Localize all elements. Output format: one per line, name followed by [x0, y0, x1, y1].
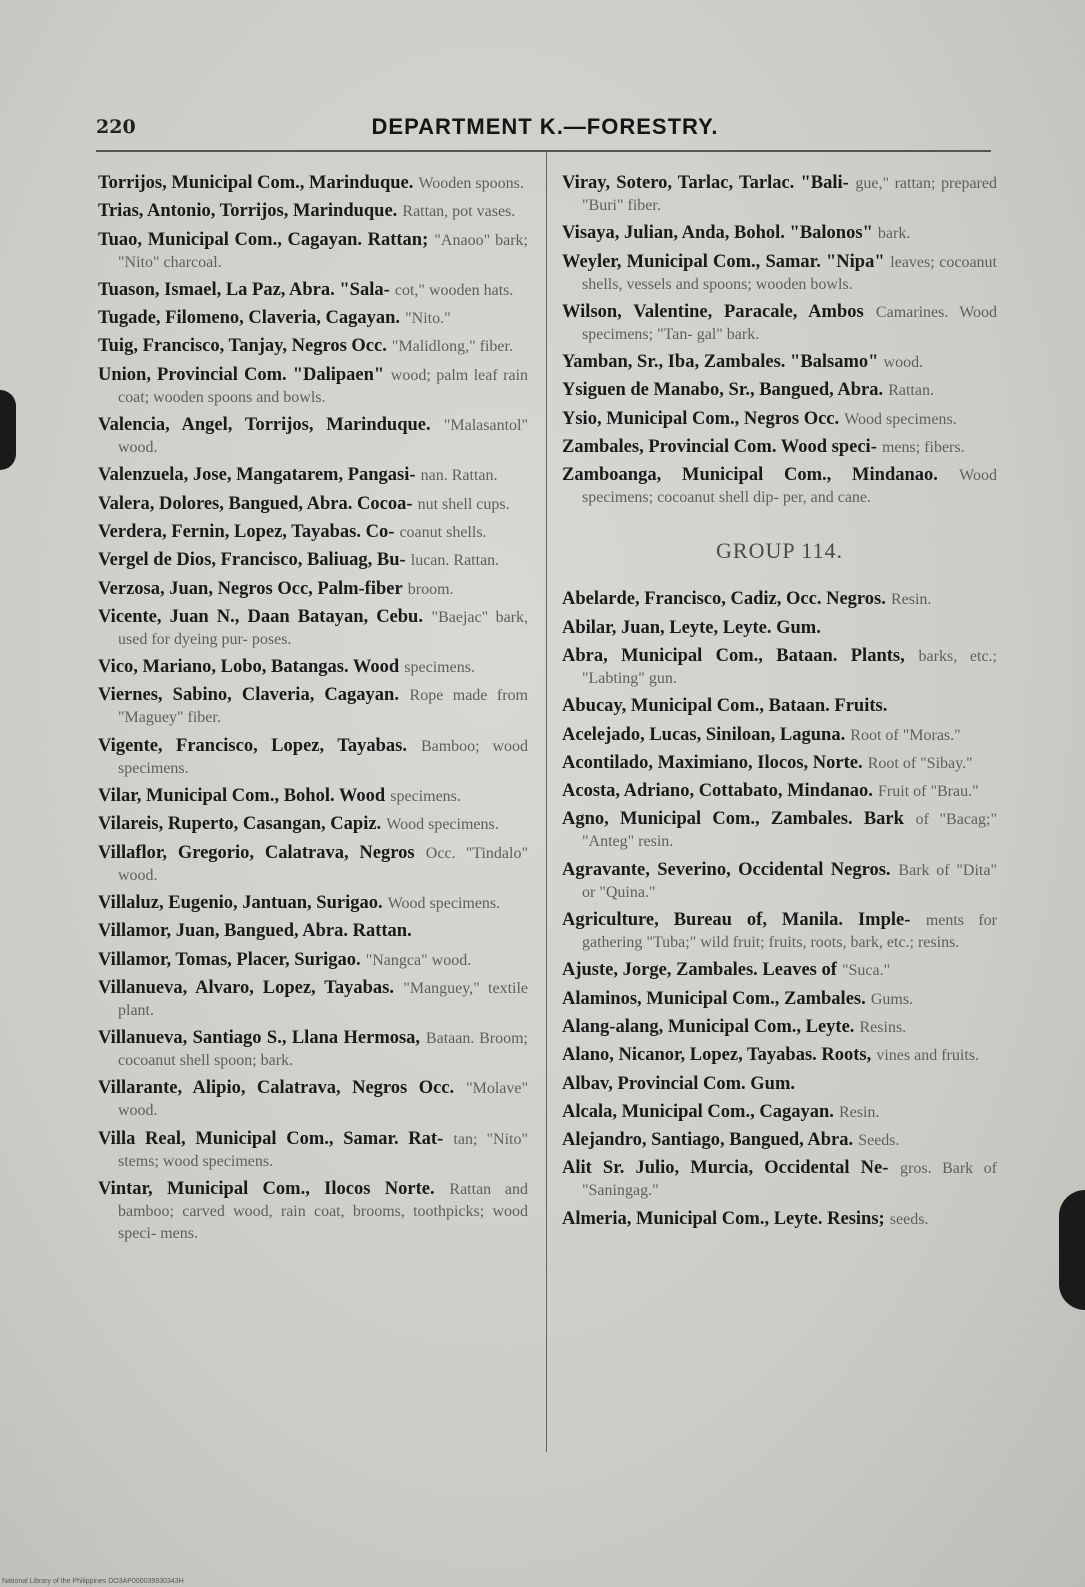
- list-entry: [98, 578, 528, 600]
- list-entry: [98, 493, 528, 515]
- entry-text: [562, 1016, 997, 1038]
- entry-name: Valencia, Angel, Torrijos, Marinduque.: [98, 415, 431, 436]
- list-entry: [562, 172, 997, 216]
- list-entry: [98, 785, 528, 807]
- list-entry: [98, 521, 528, 543]
- entry-name: Abelarde, Francisco, Cadiz, Occ. Negros.: [562, 589, 886, 610]
- entry-name: Alcala, Municipal Com., Cagayan.: [562, 1101, 834, 1122]
- entry-text: [98, 172, 528, 194]
- list-entry: [562, 724, 997, 746]
- entry-name: Vico, Mariano, Lobo, Batangas. Wood: [98, 657, 400, 678]
- entry-description: Resin.: [890, 591, 932, 609]
- entry-description: vines and fruits.: [876, 1047, 979, 1065]
- entry-text: [98, 1027, 528, 1071]
- entry-description: Resin.: [838, 1103, 880, 1121]
- entry-description: leaves; cocoanut shells, vessels and spoons; wooden bowls.: [582, 253, 998, 293]
- list-entry: [98, 813, 528, 835]
- entry-name: Villarante, Alipio, Calatrava, Negros Occ.: [98, 1078, 455, 1099]
- entry-text: [98, 1128, 528, 1172]
- list-entry: [562, 251, 997, 295]
- entry-name: Vilar, Municipal Com., Bohol. Wood: [98, 786, 386, 807]
- entry-description: wood.: [883, 354, 924, 372]
- entry-text: [562, 695, 997, 717]
- entry-description: Seeds.: [858, 1132, 900, 1150]
- entry-text: [98, 735, 528, 779]
- page-header: [96, 116, 994, 148]
- entry-name: Wilson, Valentine, Paracale, Ambos: [562, 301, 864, 322]
- entry-text: [98, 549, 528, 571]
- entry-text: [562, 617, 997, 639]
- entry-description: mens; fibers.: [881, 439, 965, 457]
- entry-text: [562, 1073, 997, 1095]
- list-entry: [98, 172, 528, 194]
- list-entry: [98, 279, 528, 301]
- entry-text: [98, 578, 528, 600]
- right-column-top-list: [562, 172, 997, 508]
- list-entry: [562, 909, 997, 953]
- entry-text: [562, 436, 997, 458]
- entry-description: nut shell cups.: [417, 495, 510, 513]
- entry-text: [98, 1178, 528, 1244]
- list-entry: [562, 408, 997, 430]
- list-entry: [562, 1073, 997, 1095]
- entry-name: Union, Provincial Com. "Dalipaen": [98, 364, 385, 385]
- list-entry: [562, 617, 997, 639]
- scan-edge-shadow: [0, 390, 16, 470]
- entry-description: Rattan and bamboo; carved wood, rain coat, brooms, toothpicks; wood speci- mens.: [118, 1181, 528, 1243]
- entry-text: [562, 464, 997, 508]
- entry-description: broom.: [407, 580, 454, 598]
- left-column: [98, 172, 528, 1250]
- list-entry: [562, 588, 997, 610]
- entry-text: [562, 1129, 997, 1151]
- entry-description: Occ. "Tindalo" wood.: [118, 844, 528, 884]
- entry-description: bark.: [877, 225, 911, 243]
- entry-description: ments for gathering "Tuba;" wild fruit; fruits, roots, bark, etc.; resins.: [582, 912, 998, 952]
- entry-description: Rope made from "Maguey" fiber.: [118, 687, 528, 727]
- entry-description: specimens.: [404, 659, 475, 677]
- list-entry: [562, 464, 997, 508]
- entry-description: Resins.: [859, 1018, 907, 1036]
- entry-name: Tuao, Municipal Com., Cagayan. Rattan;: [98, 229, 429, 250]
- entry-name: Zamboanga, Municipal Com., Mindanao.: [562, 465, 938, 486]
- entry-name: Agno, Municipal Com., Zambales. Bark: [562, 809, 904, 830]
- entry-description: Wooden spoons.: [418, 175, 524, 192]
- entry-text: [562, 988, 997, 1010]
- entry-text: [98, 656, 528, 678]
- entry-name: Villanueva, Santiago S., Llana Hermosa,: [98, 1028, 421, 1049]
- entry-description: gros. Bark of "Saningag.": [582, 1160, 997, 1200]
- entry-text: [98, 229, 528, 273]
- entry-name: Alit Sr. Julio, Murcia, Occidental Ne-: [562, 1158, 889, 1179]
- list-entry: [562, 780, 997, 802]
- entry-text: [98, 977, 528, 1021]
- list-entry: [562, 222, 997, 244]
- entry-text: [98, 414, 528, 458]
- header-rule: [96, 150, 991, 152]
- entry-description: "Malidlong," fiber.: [391, 338, 513, 356]
- entry-name: Vergel de Dios, Francisco, Baliuag, Bu-: [98, 550, 406, 571]
- list-entry: [562, 695, 997, 717]
- entry-text: [98, 279, 528, 301]
- list-entry: [98, 549, 528, 571]
- entry-description: specimens.: [390, 788, 461, 806]
- entry-description: Bataan. Broom; cocoanut shell spoon; bark.: [118, 1030, 528, 1070]
- entry-text: [562, 1208, 997, 1230]
- column-divider: [546, 152, 547, 1452]
- entry-name: Villaluz, Eugenio, Jantuan, Surigao.: [98, 892, 383, 913]
- entry-name: Acelejado, Lucas, Siniloan, Laguna.: [562, 724, 846, 745]
- entry-text: [98, 920, 528, 942]
- entry-text: [562, 1101, 997, 1123]
- list-entry: [562, 988, 997, 1010]
- entry-name: Alejandro, Santiago, Bangued, Abra.: [562, 1130, 854, 1151]
- entry-text: [98, 949, 528, 971]
- list-entry: [562, 1044, 997, 1066]
- entry-name: Acontilado, Maximiano, Ilocos, Norte.: [562, 752, 863, 773]
- entry-description: Gums.: [870, 990, 914, 1008]
- entry-name: Tuason, Ismael, La Paz, Abra. "Sala-: [98, 279, 390, 300]
- entry-name: Abilar, Juan, Leyte, Leyte. Gum.: [562, 617, 821, 638]
- entry-text: [98, 892, 528, 914]
- list-entry: [98, 892, 528, 914]
- page-number: 220: [96, 116, 136, 138]
- entry-name: Alano, Nicanor, Lopez, Tayabas. Roots,: [562, 1045, 872, 1066]
- entry-description: wood; palm leaf rain coat; wooden spoons and bowls.: [118, 366, 529, 406]
- entry-description: seeds.: [889, 1210, 929, 1228]
- entry-description: Wood specimens; cocoanut shell dip- per, and cane.: [582, 467, 997, 507]
- entry-description: cot," wooden hats.: [394, 281, 514, 299]
- entry-text: [98, 493, 528, 515]
- entry-name: Ajuste, Jorge, Zambales. Leaves of: [562, 960, 837, 981]
- entry-text: [562, 172, 997, 216]
- entry-description: "Baejac" bark, used for dyeing pur- poses.: [118, 608, 529, 648]
- list-entry: [562, 808, 997, 852]
- entry-text: [562, 959, 997, 981]
- list-entry: [98, 464, 528, 486]
- entry-name: Abra, Municipal Com., Bataan. Plants,: [562, 645, 905, 666]
- entry-description: Bamboo; wood specimens.: [118, 737, 528, 777]
- entry-description: Rattan.: [888, 382, 934, 400]
- entry-text: [98, 606, 528, 650]
- entry-name: Valera, Dolores, Bangued, Abra. Cocoa-: [98, 493, 413, 514]
- entry-name: Vintar, Municipal Com., Ilocos Norte.: [98, 1179, 435, 1200]
- list-entry: [98, 684, 528, 728]
- entry-name: Yamban, Sr., Iba, Zambales. "Balsamo": [562, 352, 879, 373]
- entry-name: Alang-alang, Municipal Com., Leyte.: [562, 1016, 855, 1037]
- list-entry: [562, 351, 997, 373]
- entry-description: of "Bacag;" "Anteg" resin.: [582, 811, 998, 851]
- entry-text: [562, 222, 997, 244]
- entry-name: Alaminos, Municipal Com., Zambales.: [562, 988, 866, 1009]
- list-entry: [98, 1128, 528, 1172]
- entry-description: "Molave" wood.: [118, 1080, 528, 1120]
- entry-name: Valenzuela, Jose, Mangatarem, Pangasi-: [98, 465, 416, 486]
- list-entry: [98, 656, 528, 678]
- entry-name: Acosta, Adriano, Cottabato, Mindanao.: [562, 781, 873, 802]
- list-entry: [98, 335, 528, 357]
- scan-edge-shadow: [1059, 1190, 1085, 1310]
- entry-text: [562, 301, 997, 345]
- entry-text: [562, 1157, 997, 1201]
- entry-name: Vigente, Francisco, Lopez, Tayabas.: [98, 735, 407, 756]
- entry-description: barks, etc.; "Labting" gun.: [582, 647, 997, 687]
- entry-text: [562, 909, 997, 953]
- list-entry: [98, 842, 528, 886]
- entry-text: [98, 521, 528, 543]
- entry-name: Agravante, Severino, Occidental Negros.: [562, 859, 891, 880]
- entry-name: Villamor, Juan, Bangued, Abra. Rattan.: [98, 921, 412, 942]
- list-entry: [98, 229, 528, 273]
- entry-name: Viernes, Sabino, Claveria, Cagayan.: [98, 685, 399, 706]
- entry-text: [98, 200, 528, 222]
- entry-text: [98, 785, 528, 807]
- entry-description: Rattan, pot vases.: [402, 203, 516, 221]
- entry-text: [562, 752, 997, 774]
- entry-text: [562, 588, 997, 610]
- entry-name: Villamor, Tomas, Placer, Surigao.: [98, 949, 361, 970]
- entry-description: Wood specimens.: [387, 894, 501, 912]
- entry-text: [98, 1077, 528, 1121]
- entry-description: "Suca.": [841, 962, 891, 980]
- list-entry: [562, 1157, 997, 1201]
- entry-name: Vilareis, Ruperto, Casangan, Capiz.: [98, 814, 382, 835]
- entry-text: [562, 859, 997, 903]
- entry-text: [98, 464, 528, 486]
- entry-text: [562, 645, 997, 689]
- list-entry: [562, 1208, 997, 1230]
- entry-description: nan. Rattan.: [420, 467, 498, 485]
- entry-description: Fruit of "Brau.": [878, 783, 979, 801]
- entry-description: "Manguey," textile plant.: [118, 979, 528, 1019]
- entry-name: Almeria, Municipal Com., Leyte. Resins;: [562, 1208, 885, 1229]
- list-entry: [562, 859, 997, 903]
- entry-text: [562, 251, 997, 295]
- entry-name: Verdera, Fernin, Lopez, Tayabas. Co-: [98, 521, 395, 542]
- page-title: DEPARTMENT K.—FORESTRY.: [371, 114, 719, 139]
- entry-name: Tugade, Filomeno, Claveria, Cagayan.: [98, 308, 401, 329]
- entry-description: gue," rattan; prepared "Buri" fiber.: [582, 175, 997, 214]
- entry-name: Abucay, Municipal Com., Bataan. Fruits.: [562, 696, 888, 717]
- entry-name: Villaflor, Gregorio, Calatrava, Negros: [98, 842, 415, 863]
- list-entry: [98, 364, 528, 408]
- entry-name: Visaya, Julian, Anda, Bohol. "Balonos": [562, 223, 873, 244]
- entry-name: Viray, Sotero, Tarlac, Tarlac. "Bali-: [562, 173, 849, 193]
- entry-text: [562, 379, 997, 401]
- entry-description: lucan. Rattan.: [410, 552, 500, 570]
- list-entry: [98, 1077, 528, 1121]
- list-entry: [562, 436, 997, 458]
- list-entry: [98, 414, 528, 458]
- list-entry: [98, 1178, 528, 1244]
- entry-name: Ysiguen de Manabo, Sr., Bangued, Abra.: [562, 380, 884, 401]
- entry-description: coanut shells.: [399, 523, 487, 541]
- list-entry: [562, 959, 997, 981]
- entry-text: [98, 364, 528, 408]
- entry-name: Villanueva, Alvaro, Lopez, Tayabas.: [98, 977, 394, 998]
- list-entry: [562, 1016, 997, 1038]
- entry-description: "Anaoo" bark; "Nito" charcoal.: [118, 231, 528, 271]
- entry-name: Tuig, Francisco, Tanjay, Negros Occ.: [98, 336, 387, 357]
- list-entry: [562, 752, 997, 774]
- entry-name: Zambales, Provincial Com. Wood speci-: [562, 437, 877, 458]
- right-column: [562, 172, 997, 1236]
- entry-description: tan; "Nito" stems; wood specimens.: [118, 1130, 528, 1170]
- entry-text: [562, 808, 997, 852]
- footer-credit: National Library of the Philippines DO3AP000039930343H: [2, 1578, 184, 1585]
- entry-name: Trias, Antonio, Torrijos, Marinduque.: [98, 201, 398, 222]
- list-entry: [98, 606, 528, 650]
- entry-name: Torrijos, Municipal Com., Marinduque.: [98, 173, 414, 193]
- list-entry: [98, 307, 528, 329]
- list-entry: [562, 645, 997, 689]
- entry-text: [562, 1044, 997, 1066]
- list-entry: [98, 200, 528, 222]
- list-entry: [98, 735, 528, 779]
- list-entry: [98, 1027, 528, 1071]
- entry-description: "Nito.": [405, 310, 451, 328]
- list-entry: [562, 379, 997, 401]
- entry-text: [98, 684, 528, 728]
- entry-name: Vicente, Juan N., Daan Batayan, Cebu.: [98, 606, 423, 627]
- list-entry: [562, 1101, 997, 1123]
- entry-name: Weyler, Municipal Com., Samar. "Nipa": [562, 251, 885, 272]
- entry-description: Root of "Sibay.": [867, 754, 973, 772]
- entry-text: [562, 408, 997, 430]
- entry-description: "Nangca" wood.: [365, 951, 472, 969]
- list-entry: [562, 1129, 997, 1151]
- entry-name: Albav, Provincial Com. Gum.: [562, 1073, 795, 1094]
- entry-name: Agriculture, Bureau of, Manila. Imple-: [562, 910, 911, 931]
- list-entry: [98, 949, 528, 971]
- entry-description: Wood specimens.: [386, 816, 499, 834]
- entry-text: [98, 842, 528, 886]
- entry-text: [562, 724, 997, 746]
- list-entry: [98, 977, 528, 1021]
- entry-text: [98, 813, 528, 835]
- entry-description: Wood specimens.: [844, 410, 957, 428]
- list-entry: [98, 920, 528, 942]
- entry-text: [562, 780, 997, 802]
- entry-name: Verzosa, Juan, Negros Occ, Palm-fiber: [98, 578, 403, 599]
- group-heading: GROUP 114.: [716, 538, 843, 564]
- entry-name: Ysio, Municipal Com., Negros Occ.: [562, 408, 840, 429]
- right-column-bottom-list: [562, 588, 997, 1229]
- entry-text: [98, 335, 528, 357]
- entry-description: Root of "Moras.": [850, 726, 961, 744]
- list-entry: [562, 301, 997, 345]
- entry-description: Camarines. Wood specimens; "Tan- gal" bark.: [582, 303, 998, 343]
- entry-description: "Malasantol" wood.: [118, 417, 528, 457]
- entry-name: Villa Real, Municipal Com., Samar. Rat-: [98, 1128, 444, 1149]
- entry-description: Bark of "Dita" or "Quina.": [582, 861, 997, 901]
- entry-text: [562, 351, 997, 373]
- entry-text: [98, 307, 528, 329]
